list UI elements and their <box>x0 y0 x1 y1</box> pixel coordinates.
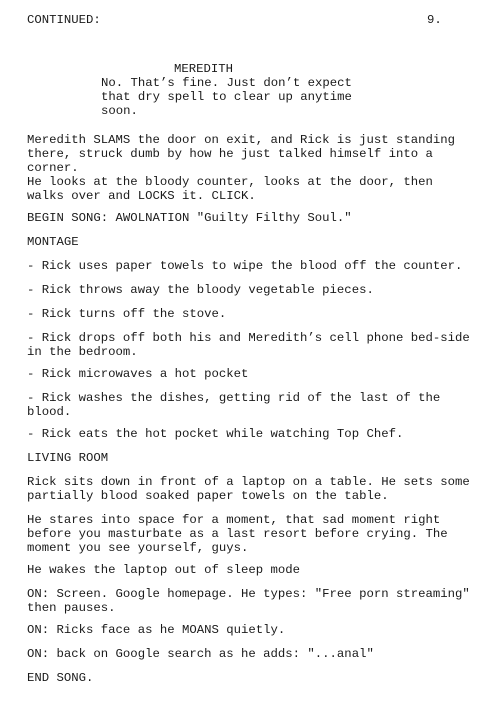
action-line: moment you see yourself, guys. <box>27 541 249 555</box>
dialogue-line: that dry spell to clear up anytime <box>101 90 352 104</box>
action-line: partially blood soaked paper towels on the table. <box>27 489 389 503</box>
continued-label: CONTINUED: <box>27 13 101 27</box>
action-line: ON: Screen. Google homepage. He types: "Free porn streaming" <box>27 587 470 601</box>
action-line: Meredith SLAMS the door on exit, and Rick is just standing <box>27 133 456 147</box>
action-line: then pauses. <box>27 601 116 615</box>
montage-item: in the bedroom. <box>27 345 138 359</box>
action-line: ON: back on Google search as he adds: "...anal" <box>27 647 374 661</box>
song-cue: BEGIN SONG: AWOLNATION "Guilty Filthy Soul." <box>27 211 352 225</box>
montage-item: - Rick eats the hot pocket while watching Top Chef. <box>27 427 404 441</box>
song-cue: END SONG. <box>27 671 94 685</box>
character-name: MEREDITH <box>174 62 234 76</box>
montage-item: blood. <box>27 405 72 419</box>
dialogue-line: soon. <box>101 104 138 118</box>
page-number: 9. <box>427 13 442 27</box>
action-line: Rick sits down in front of a laptop on a table. He sets some <box>27 475 470 489</box>
action-line: ON: Ricks face as he MOANS quietly. <box>27 623 286 637</box>
montage-item: - Rick washes the dishes, getting rid of the last of the <box>27 391 441 405</box>
montage-item: - Rick turns off the stove. <box>27 307 227 321</box>
montage-heading: MONTAGE <box>27 235 79 249</box>
scene-heading: LIVING ROOM <box>27 451 109 465</box>
action-line: He stares into space for a moment, that sad moment right <box>27 513 441 527</box>
action-line: He looks at the bloody counter, looks at the door, then <box>27 175 433 189</box>
action-line: there, struck dumb by how he just talked himself into a <box>27 147 433 161</box>
action-line: He wakes the laptop out of sleep mode <box>27 563 301 577</box>
action-line: corner. <box>27 161 79 175</box>
montage-item: - Rick throws away the bloody vegetable pieces. <box>27 283 374 297</box>
montage-item: - Rick uses paper towels to wipe the blood off the counter. <box>27 259 463 273</box>
action-line: before you masturbate as a last resort before crying. The <box>27 527 448 541</box>
dialogue-line: No. That’s fine. Just don’t expect <box>101 76 352 90</box>
action-line: walks over and LOCKS it. CLICK. <box>27 189 256 203</box>
montage-item: - Rick drops off both his and Meredith’s cell phone bed-side <box>27 331 470 345</box>
montage-item: - Rick microwaves a hot pocket <box>27 367 249 381</box>
